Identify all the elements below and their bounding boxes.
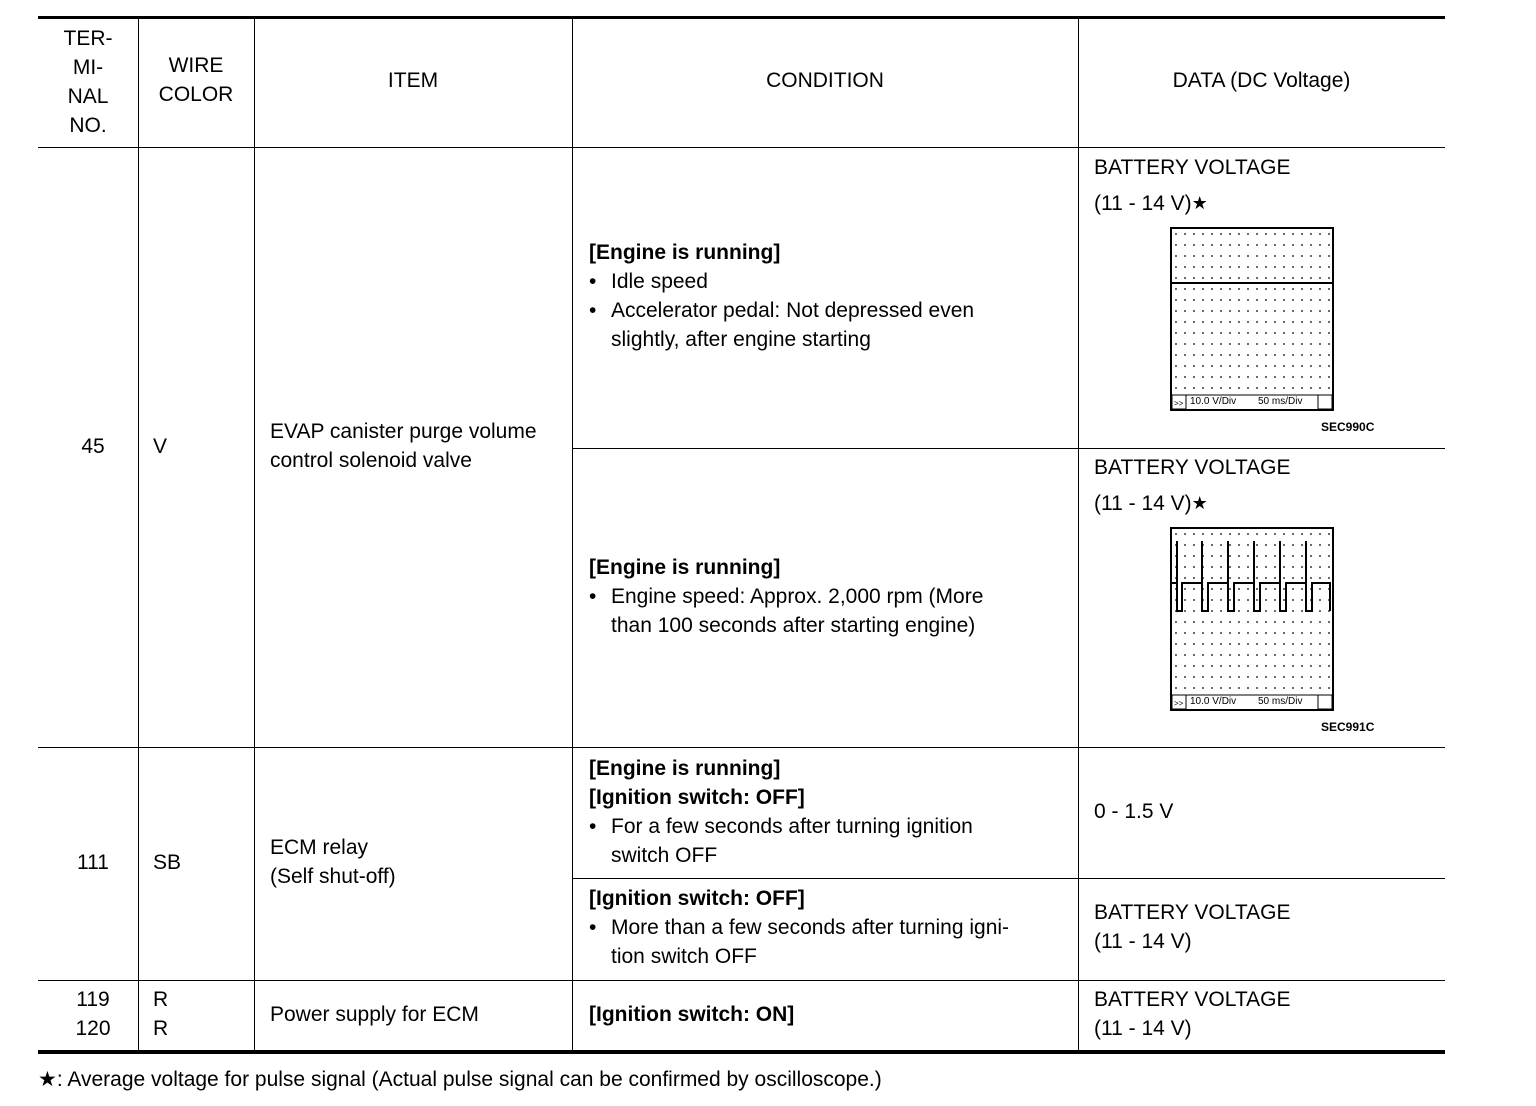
table-bottom-border <box>38 1050 1445 1054</box>
table-top-border <box>38 16 1445 19</box>
item-name: ECM relay (Self shut-off) <box>270 836 396 888</box>
row111-sub-divider <box>572 878 1445 879</box>
header-data: DATA (DC Voltage) <box>1172 69 1351 92</box>
condition-title: [Engine is running] <box>589 556 781 579</box>
condition-title: [Ignition switch: OFF] <box>589 887 805 910</box>
header-wire-color: WIRE COLOR <box>158 54 234 106</box>
scope-volt-div: 10.0 V/Div <box>1190 696 1237 707</box>
data-value: BATTERY VOLTAGE <box>1094 156 1291 179</box>
item-name: Power supply for ECM <box>270 1003 479 1026</box>
item-name: EVAP canister purge volume control solenoid valve <box>270 420 537 472</box>
column-divider <box>254 19 255 1050</box>
row45-sub-divider <box>572 448 1445 449</box>
footnote-text: : Average voltage for pulse signal (Actual pulse signal can be confirmed by oscilloscope.) <box>56 1068 882 1091</box>
header-item: ITEM <box>387 69 439 92</box>
column-divider <box>138 19 139 1050</box>
row-divider <box>38 980 1445 981</box>
data-value: 0 - 1.5 V <box>1094 800 1174 823</box>
figure-code: SEC990C <box>1321 420 1375 434</box>
data-value: (11 - 14 V)★ <box>1094 492 1208 515</box>
header-condition: CONDITION <box>766 69 884 92</box>
scope-time-div: 50 ms/Div <box>1258 696 1303 707</box>
wire-color: SB <box>153 851 182 874</box>
figure-code: SEC991C <box>1321 720 1375 734</box>
footnote <box>38 1065 882 1094</box>
header-terminal: TER- MI- NAL NO. <box>63 27 113 137</box>
wire-color: V <box>153 435 168 458</box>
svg-text:>>: >> <box>1174 399 1184 408</box>
condition-bullet-continued: tion switch OFF <box>611 945 757 968</box>
terminal-number: 111 <box>77 851 109 874</box>
header-bottom-border <box>38 147 1445 148</box>
column-divider <box>1078 19 1079 1050</box>
terminal-number: 119 120 <box>75 988 111 1040</box>
star-icon: ★ <box>1191 193 1208 213</box>
oscilloscope-trace-2000rpm <box>1170 527 1334 711</box>
condition-title: [Engine is running] <box>589 757 781 780</box>
svg-text:>>: >> <box>1174 699 1184 708</box>
condition-title: [Ignition switch: ON] <box>589 1003 795 1026</box>
star-icon: ★ <box>1191 493 1208 513</box>
terminal-number: 45 <box>81 435 105 458</box>
data-value: BATTERY VOLTAGE <box>1094 456 1291 479</box>
scope-volt-div: 10.0 V/Div <box>1190 396 1237 407</box>
condition-bullet-continued: slightly, after engine starting <box>611 328 871 351</box>
column-divider <box>572 19 573 1050</box>
oscilloscope-trace-idle <box>1170 227 1334 411</box>
data-value: BATTERY VOLTAGE (11 - 14 V) <box>1094 988 1291 1040</box>
condition-bullet-continued: than 100 seconds after starting engine) <box>611 614 976 637</box>
condition-title: [Engine is running] <box>589 241 781 264</box>
condition-bullet-continued: switch OFF <box>611 844 718 867</box>
data-value: BATTERY VOLTAGE (11 - 14 V) <box>1094 901 1291 953</box>
scope-time-div: 50 ms/Div <box>1258 396 1303 407</box>
star-icon: ★ <box>38 1068 57 1091</box>
wire-color: R R <box>153 988 169 1040</box>
data-value: (11 - 14 V)★ <box>1094 192 1208 215</box>
row-divider <box>38 747 1445 748</box>
condition-title: [Ignition switch: OFF] <box>589 786 805 809</box>
